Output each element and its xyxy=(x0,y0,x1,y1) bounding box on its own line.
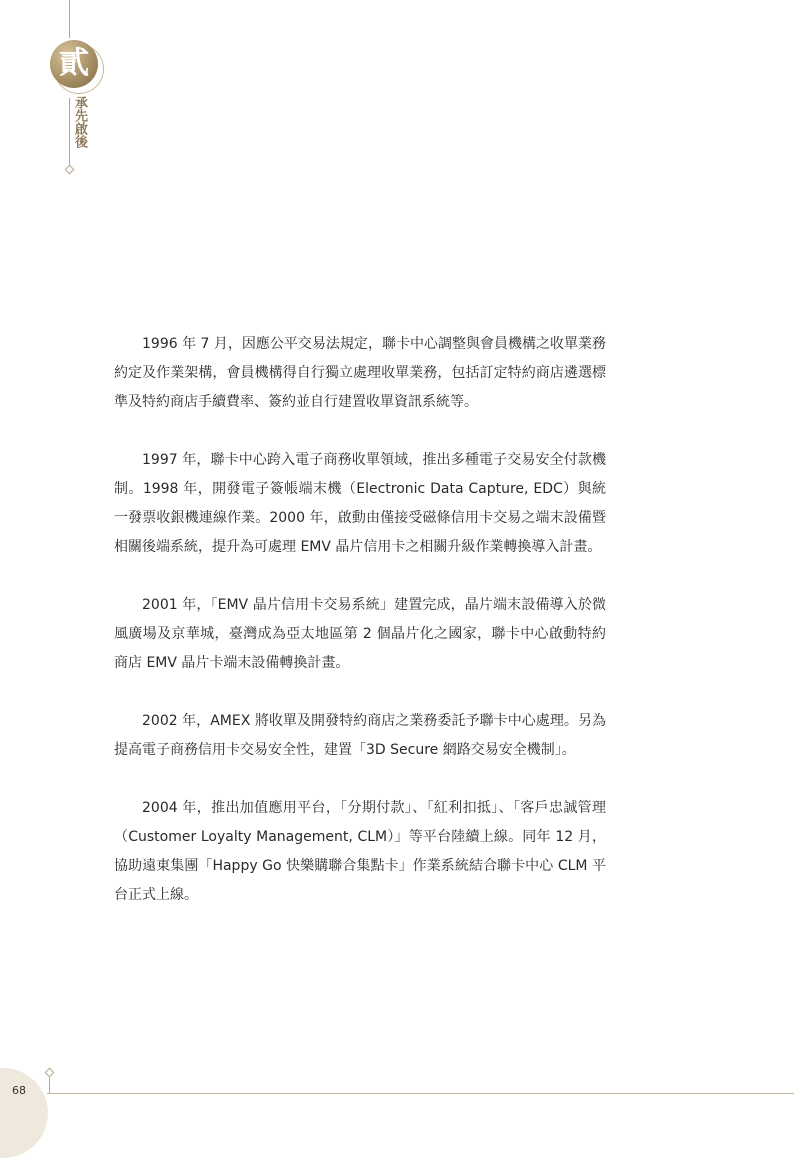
page-number: 68 xyxy=(12,1084,26,1097)
chapter-seal-character: 貳 xyxy=(59,46,89,81)
paragraph-2004: 2004 年，推出加值應用平台，「分期付款」、「紅利扣抵」、「客戶忠誠管理（Customer Loyalty Management, CLM）」等平台陸續上線。同年 12 月，協助遠東集團「Happy Go 快樂購聯合集點卡」作業系統結合聯卡中心 CLM 平台正式上線。 xyxy=(114,800,606,903)
footer-corner-arc xyxy=(0,1068,48,1158)
paragraph-1997: 1997 年，聯卡中心跨入電子商務收單領域，推出多種電子交易安全付款機制。1998 年，開發電子簽帳端末機（Electronic Data Capture, EDC）與統一發票收銀機連線作業。2000 年，啟動由僅接受磁條信用卡交易之端末設備暨相關後端系統，提升為可處理 EMV 晶片信用卡之相關升級作業轉換導入計畫。 xyxy=(114,452,606,555)
footer-diamond-ornament xyxy=(45,1068,55,1078)
header-vertical-rule-top xyxy=(69,0,70,38)
body-text xyxy=(114,330,606,939)
footer-horizontal-rule xyxy=(47,1093,794,1094)
paragraph-2002: 2002 年，AMEX 將收單及開發特約商店之業務委託予聯卡中心處理。另為提高電子商務信用卡交易安全性，建置「3D Secure 網路交易安全機制」。 xyxy=(114,713,606,758)
header-vertical-rule-mid xyxy=(69,98,70,166)
chapter-title: 承先啟後 xyxy=(72,96,87,148)
header-diamond-ornament xyxy=(65,165,75,175)
paragraph-1996: 1996 年 7 月，因應公平交易法規定，聯卡中心調整與會員機構之收單業務約定及作業架構，會員機構得自行獨立處理收單業務，包括訂定特約商店遴選標準及特約商店手續費率、簽約並自行建置收單資訊系統等。 xyxy=(114,336,606,410)
paragraph-2001: 2001 年，「EMV 晶片信用卡交易系統」建置完成，晶片端末設備導入於微風廣場及京華城，臺灣成為亞太地區第 2 個晶片化之國家，聯卡中心啟動特約商店 EMV 晶片卡端末設備轉換計畫。 xyxy=(114,597,606,671)
